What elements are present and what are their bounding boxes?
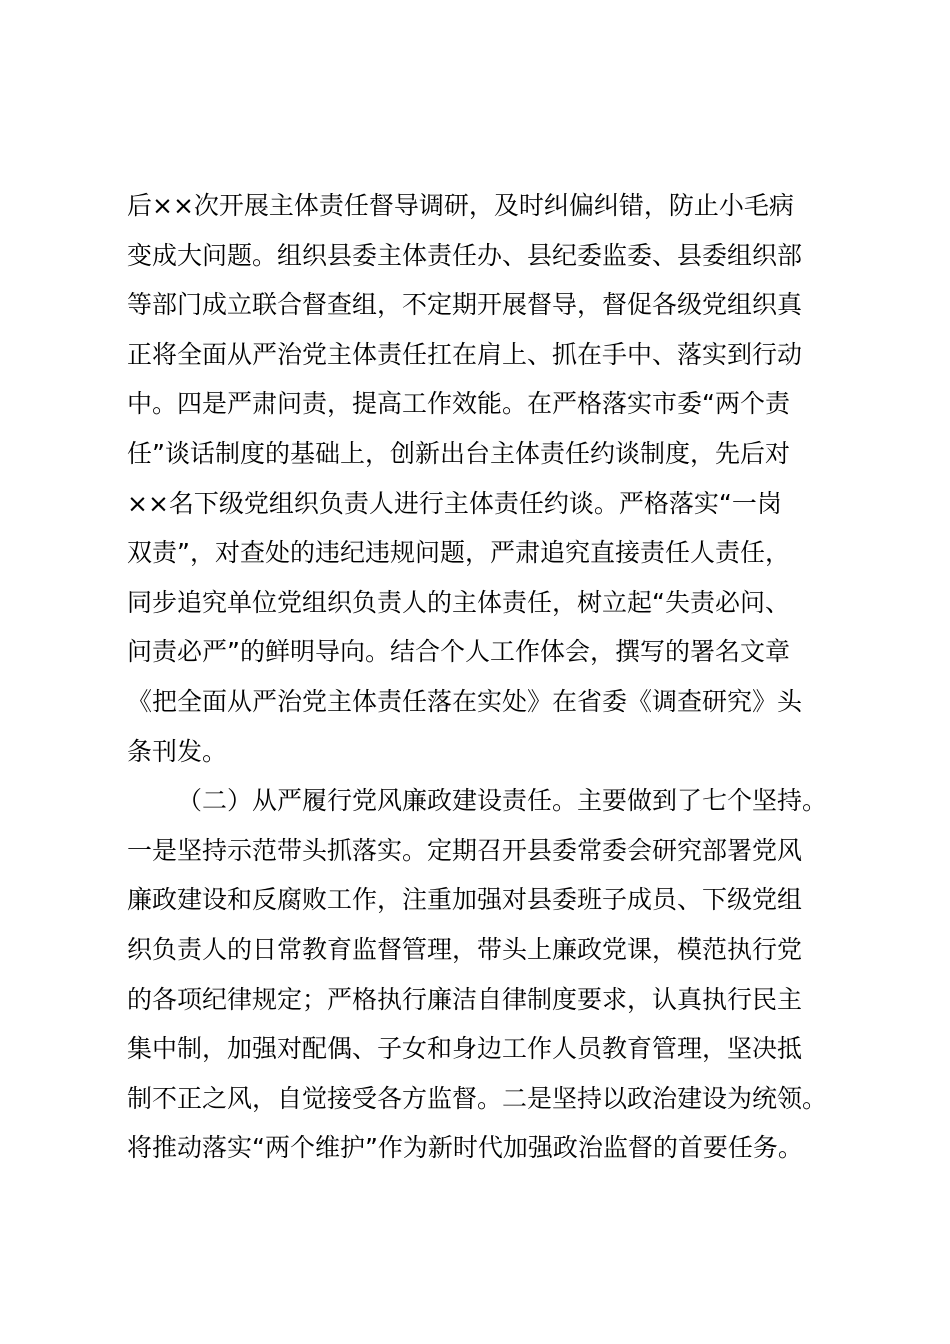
- text-line-2: 变成大问题。组织县委主体责任办、县纪委监委、县委组织部: [127, 240, 803, 270]
- text-line-1: 后××次开展主体责任督导调研，及时纠偏纠错，防止小毛病: [127, 191, 794, 220]
- text-line-9: 同步追究单位党组织负责人的主体责任，树立起“失责必问、: [127, 587, 790, 617]
- text-line-6: 任”谈话制度的基础上，创新出台主体责任约谈制度，先后对: [127, 438, 790, 468]
- text-line-10: 问责必严”的鲜明导向。结合个人工作体会，撰写的署名文章: [127, 637, 790, 667]
- text-line-12: 条刊发。: [127, 736, 228, 766]
- section-heading-line: （二）从严履行党风廉政建设责任。主要做到了七个坚持。: [177, 786, 828, 816]
- text-line-15: 廉政建设和反腐败工作，注重加强对县委班子成员、下级党组: [127, 885, 803, 915]
- text-line-8: 双责”，对查处的违纪违规问题，严肃追究直接责任人责任，: [127, 538, 790, 568]
- text-line-5: 中。四是严肃问责，提高工作效能。在严格落实市委“两个责: [127, 389, 790, 419]
- text-line-18: 集中制，加强对配偶、子女和身边工作人员教育管理，坚决抵: [127, 1034, 803, 1064]
- text-line-14: 一是坚持示范带头抓落实。定期召开县委常委会研究部署党风: [127, 835, 803, 865]
- text-line-7: ××名下级党组织负责人进行主体责任约谈。严格落实“一岗: [127, 488, 782, 518]
- text-line-17: 的各项纪律规定；严格执行廉洁自律制度要求，认真执行民主: [127, 984, 803, 1014]
- text-line-11: 《把全面从严治党主体责任落在实处》在省委《调查研究》头: [127, 686, 803, 716]
- text-line-4: 正将全面从严治党主体责任扛在肩上、抓在手中、落实到行动: [127, 339, 803, 369]
- body-text: [127, 181, 847, 1173]
- text-line-19: 制不正之风，自觉接受各方监督。二是坚持以政治建设为统领。: [127, 1083, 828, 1113]
- text-line-16: 织负责人的日常教育监督管理，带头上廉政党课，模范执行党: [127, 934, 803, 964]
- text-line-3: 等部门成立联合督查组，不定期开展督导，督促各级党组织真: [127, 290, 803, 320]
- text-line-20: 将推动落实“两个维护”作为新时代加强政治监督的首要任务。: [127, 1133, 803, 1163]
